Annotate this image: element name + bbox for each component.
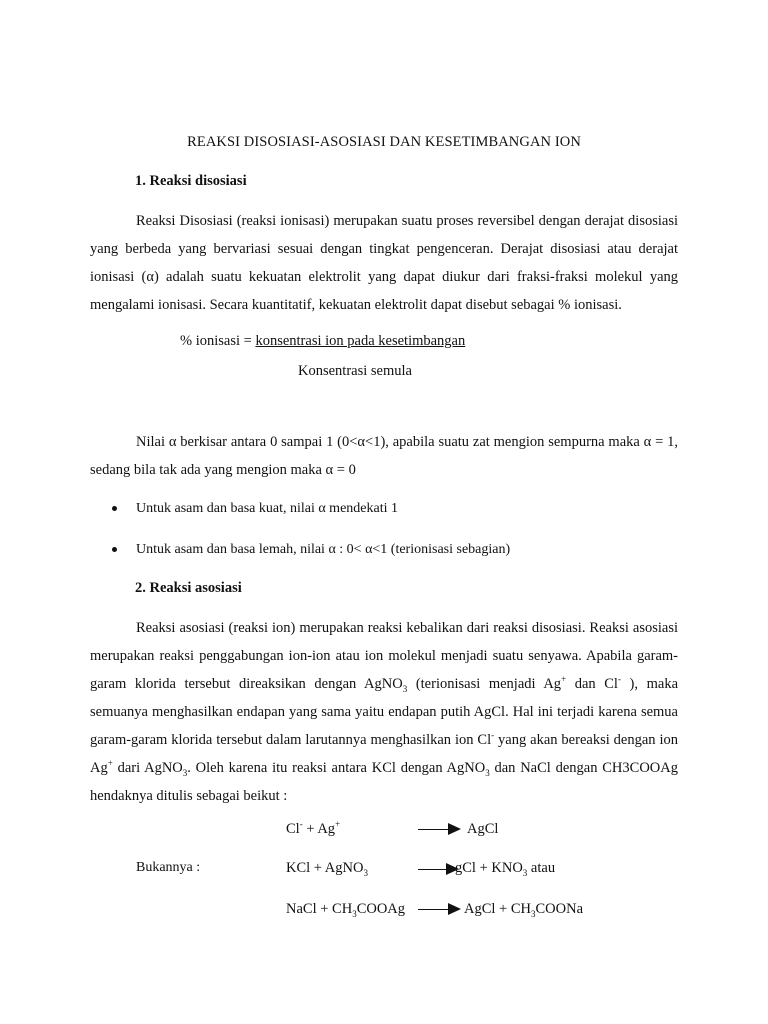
- text-run: . Oleh karena itu reaksi antara KCl dengan AgNO: [187, 760, 486, 776]
- paragraph-association: [90, 614, 678, 810]
- subscript: 3: [363, 867, 368, 878]
- eq-text: atau: [527, 860, 556, 876]
- paragraph-dissociation: Reaksi Disosiasi (reaksi ionisasi) merupakan suatu proses reversibel dengan derajat disosiasi yang berbeda yang bervariasi sesuai dengan tingkat pengenceran. Derajat disosiasi atau derajat ionisasi (α) adalah suatu kekuatan elektrolit yang dapat diukur dari fraksi-fraksi molekul yang mengalami ionisasi. Secara kuantitatif, kekuatan elektrolit dapat disebut sebagai % ionisasi.: [90, 213, 678, 313]
- equation-1-right: AgCl: [467, 821, 499, 837]
- text-run: (terionisasi menjadi Ag: [407, 676, 562, 692]
- eq-text: NaCl + CH: [286, 901, 353, 917]
- text-run: dari AgNO: [112, 760, 183, 776]
- subscript: 3: [485, 767, 490, 778]
- section-1-heading: 1. Reaksi disosiasi: [135, 173, 247, 189]
- reaction-arrow-line: [418, 829, 450, 830]
- formula-numerator: konsentrasi ion pada kesetimbangan: [255, 333, 466, 349]
- section-2-heading: 2. Reaksi asosiasi: [135, 580, 242, 596]
- subscript: 3: [402, 683, 408, 694]
- bullet-item-weak: Untuk asam dan basa lemah, nilai α : 0< α<1 (terionisasi sebagian): [136, 542, 511, 557]
- text-run: dan NaCl dengan CH3COOAg hendaknya ditulis sebagai beikut :: [90, 760, 678, 804]
- subscript: 3: [182, 767, 188, 778]
- text-run: Reaksi asosiasi (reaksi ion) merupakan reaksi kebalikan dari reaksi disosiasi. Reaksi asosiasi merupakan reaksi penggabungan ion-ion atau ion molekul menjadi suatu senyawa. Apabila garam-garam klorida tersebut direaksikan dengan AgNO: [90, 620, 678, 692]
- bukannya-label: Bukannya :: [136, 860, 201, 875]
- eq-text: COONa: [535, 901, 584, 917]
- superscript: +: [561, 674, 567, 685]
- text-run: dan Cl: [566, 676, 618, 692]
- eq-text: gCl + KNO: [455, 860, 523, 876]
- equation-3-left: [286, 901, 405, 918]
- equation-1-left: [286, 821, 340, 838]
- arrow-right-icon: [448, 823, 461, 835]
- superscript: -: [491, 730, 495, 741]
- formula-denominator: Konsentrasi semula: [298, 363, 412, 379]
- subscript: 3: [352, 908, 357, 919]
- superscript: -: [617, 674, 621, 685]
- formula-left: % ionisasi =: [180, 333, 256, 349]
- eq-text: KCl + AgNO: [286, 860, 364, 876]
- text-run: yang akan bereaksi dengan ion Ag: [90, 732, 678, 776]
- equation-2-right: [455, 860, 555, 877]
- eq-text: + Ag: [302, 821, 336, 837]
- bullet-icon: [112, 506, 117, 511]
- equation-3-right: [464, 901, 583, 918]
- superscript: +: [107, 758, 113, 769]
- formula-ionization: [180, 333, 465, 350]
- subscript: 3: [522, 867, 528, 878]
- eq-text: Cl: [286, 821, 300, 837]
- arrow-right-icon: [448, 903, 461, 915]
- eq-text: COOAg: [356, 901, 406, 917]
- superscript: +: [335, 819, 341, 830]
- reaction-arrow-line: [418, 909, 450, 910]
- subscript: 3: [531, 908, 536, 919]
- bullet-icon: [112, 547, 117, 552]
- equation-2-left: [286, 860, 368, 877]
- eq-text: AgCl + CH: [464, 901, 531, 917]
- bullet-item-strong: Untuk asam dan basa kuat, nilai α mendekati 1: [136, 501, 398, 516]
- page-title: REAKSI DISOSIASI-ASOSIASI DAN KESETIMBANGAN ION: [187, 134, 581, 150]
- superscript: -: [299, 819, 303, 830]
- text-run: ), maka semuanya menghasilkan endapan yang sama yaitu endapan putih AgCl. Hal ini terjadi karena semua garam-garam klorida tersebut dalam larutannya menghasilkan ion Cl: [90, 676, 679, 748]
- paragraph-alpha-range: Nilai α berkisar antara 0 sampai 1 (0<α<1), apabila suatu zat mengion sempurna maka α = 1, sedang bila tak ada yang mengion maka α = 0: [90, 434, 678, 478]
